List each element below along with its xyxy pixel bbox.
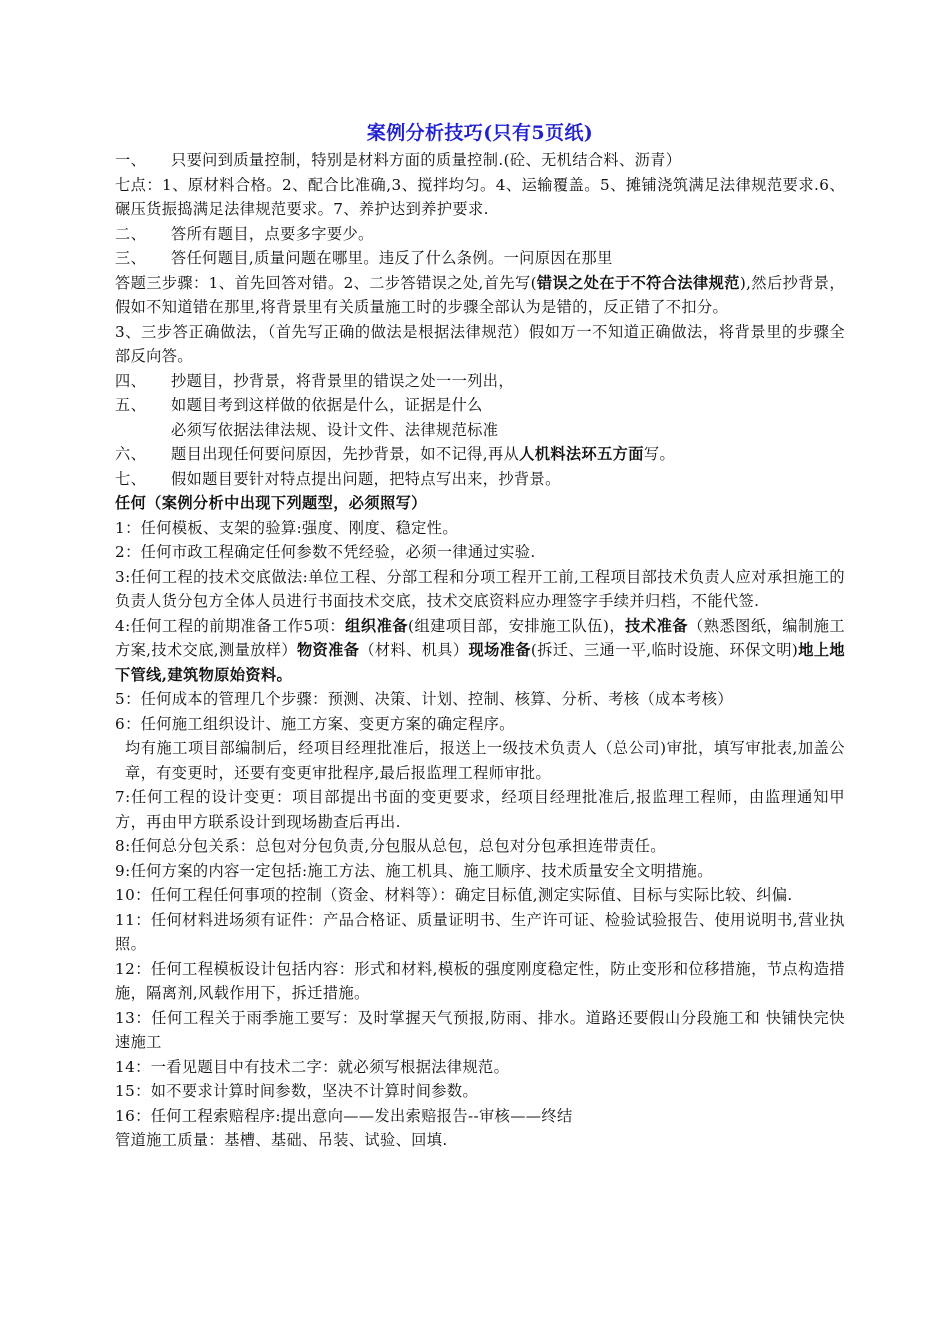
list-item-4 [115,614,845,688]
document [115,118,845,1153]
section-text: 答所有题目，点要多字要少。 [171,224,374,243]
section-5 [115,393,845,418]
list-item-12: 12：任何工程模板设计包括内容：形式和材料,模板的强度刚度稳定性，防止变形和位移措施，节点构造措施，隔离剂,风载作用下，拆迁措施。 [115,959,845,1002]
bold-text: 地上地下管线,建筑物原始资料。 [115,641,845,684]
text-run: （材料、机具） [359,641,469,659]
section-text: 假如题目要针对特点提出问题，把特点写出来，抄背景。 [171,469,561,488]
section-3 [115,246,845,271]
list-item-8: 8:任何总分包关系：总包对分包负责,分包服从总包，总包对分包承担连带责任。 [115,837,666,855]
closing-line: 管道施工质量：基槽、基础、吊装、试验、回填. [115,1131,448,1149]
section-number: 六、 [115,445,147,463]
text-run: 答题三步骤：1、首先回答对错。2、二步答错误之处,首先写( [115,273,537,292]
text-run: 4:任何工程的前期准备工作5项： [115,616,346,635]
section-number: 三、 [115,249,147,267]
list-item-13: 13：任何工程关于雨季施工要写：及时掌握天气预报,防雨、排水。道路还要假山分段施工和 快铺快完快速施工 [115,1008,845,1051]
section-text: 抄题目，抄背景，将背景里的错误之处一一列出， [171,371,514,390]
list-item-1: 1：任何模板、支架的验算:强度、刚度、稳定性。 [115,518,458,537]
section-number: 四、 [115,371,147,390]
text-run: ),然后抄背景，假如不知道错在那里,将背景里有关质量施工时的步骤全部认为是错的，反正错了不扣分。 [115,273,846,316]
section-4 [115,369,845,394]
section-number: 五、 [115,396,147,414]
section-text: 答任何题目,质量问题在哪里。违反了什么条例。一问原因在那里 [171,249,613,267]
list-item-16: 16：任何工程索赔程序:提出意向——发出索赔报告--审核——终结 [115,1106,573,1125]
bold-text: 组织准备 [345,616,408,635]
section-1 [115,148,845,173]
section-text: 如题目考到这样做的依据是什么，证据是什么 [171,396,483,414]
list-item-10: 10：任何工程任何事项的控制（资金、材料等）：确定目标值,测定实际值、目标与实际比较、纠偏. [115,886,793,904]
text-run: (拆迁、三通一平,临时设施、环保文明) [530,641,799,659]
list-item-2: 2：任何市政工程确定任何参数不凭经验，必须一律通过实验. [115,543,536,561]
list-item-3: 3:任何工程的技术交底做法:单位工程、分部工程和分项工程开工前,工程项目部技术负责人应对承担施工的负责人货分包方全体人员进行书面技术交底，技术交底资料应办理签字手续并归档，不能代签. [115,567,845,610]
section-number: 七、 [115,469,147,488]
section-6 [115,442,845,467]
section-number: 二、 [115,224,147,243]
section-number: 一、 [115,151,147,169]
section-5-detail: 必须写依据法律法规、设计文件、法律规范标准 [171,420,499,439]
bold-text: 技术准备 [625,616,689,635]
text-run: （熟悉图纸，编制施工方案,技术交底,测量放样） [115,616,846,659]
list-item-15: 15：如不要求计算时间参数，坚决不计算时间参数。 [115,1082,479,1100]
paragraph-three-steps [115,271,845,320]
section-subtitle: 任何（案例分析中出现下列题型，必须照写） [115,494,427,512]
paragraph-seven-points: 七点：1、原材料合格。2、配合比准确,3、搅拌均匀。4、运输覆盖。5、摊铺浇筑满足法律规范要求.6、碾压货振捣满足法律规范要求。7、养护达到养护要求. [115,175,845,218]
list-item-6: 6：任何施工组织设计、施工方案、变更方案的确定程序。 [115,714,515,733]
list-item-6-detail: 均有施工项目部编制后，经项目经理批准后，报送上一级技术负责人（总公司)审批，填写审批表,加盖公章，有变更时，还要有变更审批程序,最后报监理工程师审批。 [125,739,845,782]
section-2 [115,222,845,247]
bold-text: 错误之处在于不符合法律规范 [536,273,740,292]
text-run: 写。 [643,445,676,463]
text-run: 题目出现任何要问原因，先抄背景，如不记得,再从 [171,445,520,463]
bold-text: 现场准备 [468,641,531,659]
document-title: 案例分析技巧(只有5页纸) [366,122,594,144]
paragraph-step-three: 3、三步答正确做法，（首先写正确的做法是根据法律规范）假如万一不知道正确做法，将背景里的步骤全部反向答。 [115,322,845,365]
list-item-14: 14：一看见题目中有技术二字：就必须写根据法律规范。 [115,1057,510,1076]
section-7 [115,467,845,492]
list-item-9: 9:任何方案的内容一定包括:施工方法、施工机具、施工顺序、技术质量安全文明措施。 [115,861,713,880]
bold-text: 人机料法环五方面 [519,445,644,463]
section-text: 只要问到质量控制，特别是材料方面的质量控制.(砼、无机结合料、沥青） [171,151,682,169]
list-item-11: 11：任何材料进场须有证件：产品合格证、质量证明书、生产许可证、检验试验报告、使用说明书,营业执照。 [115,910,845,953]
bold-text: 物资准备 [296,641,360,659]
list-item-5: 5：任何成本的管理几个步骤：预测、决策、计划、控制、核算、分析、考核（成本考核） [115,690,733,708]
text-run: (组建项目部，安排施工队伍)， [408,616,626,635]
list-item-7: 7:任何工程的设计变更：项目部提出书面的变更要求，经项目经理批准后,报监理工程师，由监理通知甲方，再由甲方联系设计到现场勘查后再出. [115,788,845,831]
